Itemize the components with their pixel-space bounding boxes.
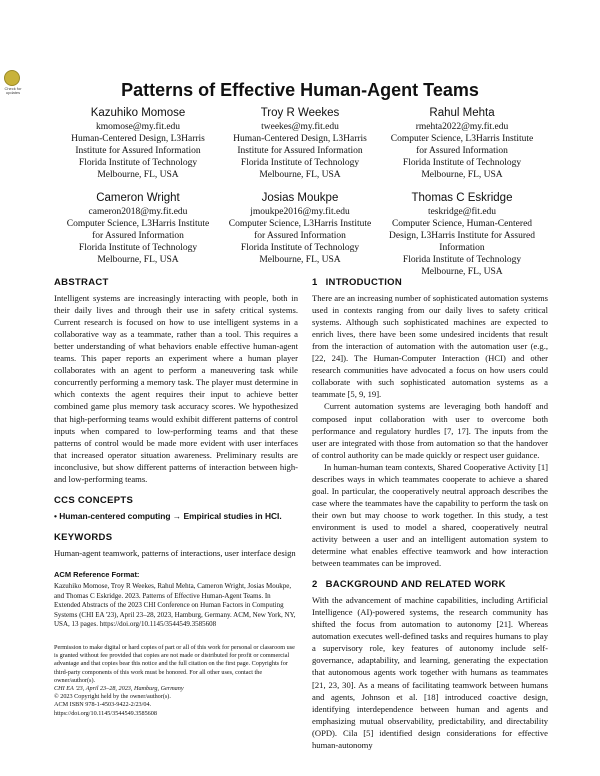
isbn-line: ACM ISBN 978-1-4503-9422-2/23/04. [54,701,152,709]
author-affiliation-line: for Assured Information [254,231,346,241]
author-name: Kazuhiko Momose [90,107,186,119]
author-affiliation-line: Design, L3Harris Institute for Assured [389,231,535,241]
author-card [384,106,540,181]
author-affiliation-line: Melbourne, FL, USA [421,267,503,277]
author-email[interactable]: rmehta2022@my.fit.edu [415,122,509,132]
author-affiliation-line: Melbourne, FL, USA [259,170,341,180]
author-affiliation-line: Florida Institute of Technology [78,158,198,168]
keywords-heading: KEYWORDS [54,531,113,543]
author-card [60,191,216,278]
author-affiliation-line: Florida Institute of Technology [402,255,522,265]
author-affiliation-line: Computer Science, L3Harris Institute [390,134,534,144]
section-title: INTRODUCTION [325,277,403,288]
author-block [60,106,540,278]
section-title: BACKGROUND AND RELATED WORK [325,579,506,591]
author-affiliation-line: Computer Science, L3Harris Institute [66,219,210,229]
author-affiliation-line: Florida Institute of Technology [402,158,522,168]
author-name: Thomas C Eskridge [411,192,513,204]
author-affiliation-line: Florida Institute of Technology [240,243,360,253]
left-column [54,277,298,718]
author-affiliation-line: Computer Science, L3Harris Institute [228,219,372,229]
ccs-heading: CCS CONCEPTS [54,494,134,506]
author-email[interactable]: cameron2018@my.fit.edu [88,207,188,217]
author-affiliation-line: Florida Institute of Technology [240,158,360,168]
author-email[interactable]: jmoukpe2016@my.fit.edu [250,207,350,217]
section-number: 2 [312,579,318,591]
author-affiliation-line: Human-Centered Design, L3Harris [71,134,205,144]
intro-paragraph-1: There are an increasing number of sophisticated automation systems used in contexts ranging from our daily lives to safety critical systems. Although such sophisticated machines are expected to enrich lives, there have been some undesired incidents that result from the interaction of automation with the automation user (e.g., [22, 24]). The Human-Computer Interaction (HCI) and other research communities have advocated a focus on how users could collaborate with such sophisticated automation systems as a teammate [5, 9, 19]. [312,293,548,400]
author-email[interactable]: kmomose@my.fit.edu [95,122,181,132]
author-affiliation-line: Human-Centered Design, L3Harris [233,134,367,144]
author-affiliation-line: Melbourne, FL, USA [97,170,179,180]
copyright-line: © 2023 Copyright held by the owner/author(s). [54,693,171,701]
author-affiliation-line: Institute for Assured Information [75,146,201,156]
author-affiliation-line: Melbourne, FL, USA [421,170,503,180]
author-card [60,106,216,181]
paper-title: Patterns of Effective Human-Agent Teams [121,80,479,100]
author-card [384,191,540,278]
badge-label: Check for updates [4,86,22,95]
acm-reference-text: Kazuhiko Momose, Troy R Weekes, Rahul Mehta, Cameron Wright, Josias Moukpe, and Thomas C Eskridge. 2023. Patterns of Effective Human-Agent Teams. In Extended Abstracts of the 2023 CHI Conference on Human Factors in Computing Systems (CHI EA '23), April 23–28, 2023, Hamburg, Germany. ACM, New York, NY, USA, 13 pages. https://doi.org/10.1145/3544549.3585608 [54,582,296,629]
section-number: 1 [312,277,318,288]
author-name: Rahul Mehta [429,107,495,119]
acm-reference-heading: ACM Reference Format: [54,569,140,579]
right-column [312,277,548,751]
author-affiliation-line: Melbourne, FL, USA [259,255,341,265]
author-email[interactable]: teskridge@fit.edu [427,207,497,217]
author-affiliation-line: Information [439,243,485,253]
author-name: Troy R Weekes [260,107,340,119]
keywords-text: Human-agent teamwork, patterns of interactions, user interface design [54,547,296,558]
intro-heading [312,277,548,289]
abstract-text: Intelligent systems are increasingly interacting with people, both in their daily lives and through their use in safety critical systems. Current research is focused on how to use intelligent systems in a collaborative way as a teammate, rather than a tool. This requires a better understanding of what behaviors enable effective human-agent teams. This paper reports an experiment where a human player collaborates with an agent to perform a maneuvering task while concurrently performing a memory task. The player must determine in which contexts the agent requires their input to achieve better combined game plus memory task accuracy scores. We hypothesized that high-performing teams would exhibit different patterns of control inputs when compared to low-performing teams and that these patterns of control would be made more evident with user interfaces that increased operator situation awareness. Preliminary results are inconclusive, but show different patterns of interaction between high- and low-performing teams. [54,293,298,484]
ccs-text: • Human-centered computing → Empirical studies in HCI. [54,510,282,521]
author-name: Cameron Wright [96,192,180,204]
author-affiliation-line: Florida Institute of Technology [78,243,198,253]
permission-notice: Permission to make digital or hard copies of part or all of this work for personal or classroom use is granted without fee provided that copies are not made or distributed for profit or commercial advantage and that copies bear this notice and the full citation on the first page. Copyrights for third-party components of this work must be honored. For all other uses, contact the owner/author(s). [54,644,295,684]
author-email[interactable]: tweekes@my.fit.edu [261,122,339,132]
venue-line: CHI EA '23, April 23–28, 2023, Hamburg, Germany [54,685,184,693]
doi-link[interactable]: https://doi.org/10.1145/3544549.3585608 [54,709,157,717]
intro-paragraph-2: Current automation systems are leveraging both handoff and composed input collaboration with user to overcome both performance and regulatory hurdles [7, 17]. The inputs from the user are integrated with those from automation so that the handover of control authority can be made quickly or respect user guidance. [312,401,548,460]
author-card [222,191,378,278]
background-heading [312,579,548,591]
author-affiliation-line: Institute for Assured Information [237,146,363,156]
author-affiliation-line: for Assured Information [416,146,508,156]
author-name: Josias Moukpe [261,192,339,204]
author-affiliation-line: for Assured Information [92,231,184,241]
intro-paragraph-3: In human-human team contexts, Shared Cooperative Activity [1] describes ways in which teammates cooperate to achieve a shared goal. In particular, the cooperatively neutral approach describes the case where the teammates have the capability to perform the task on their own but may choose to work together. In this study, a test environment is used to model a shared, cooperatively neutral activity between a user and an intelligent automation system to determine what enables effective teamwork and how interaction between teammates can be improved. [312,461,548,569]
background-paragraph-1: With the advancement of machine capabilities, including Artificial Intelligence (AI)-powered systems, the research community has shifted the focus from automation to autonomy [21]. Whereas automation executes well-defined tasks and requires humans to play a supervisory role, key features of autonomy include self-governance, adaptability, and learning, generating the expectation that autonomous agents work together with humans as teammates [21, 23, 30]. As a means of facilitating teamwork between humans and agents, Johnson et al. [18] introduced coactive design, identifying interdependence between human and agents and emphasizing mutual observability, predictability, and directability (OPD). Cila [5] identified design considerations for effective human-autonomy [312,595,548,750]
abstract-heading: ABSTRACT [54,277,109,288]
author-card [222,106,378,181]
author-affiliation-line: Melbourne, FL, USA [97,255,179,265]
author-affiliation-line: Computer Science, Human-Centered [391,219,533,229]
